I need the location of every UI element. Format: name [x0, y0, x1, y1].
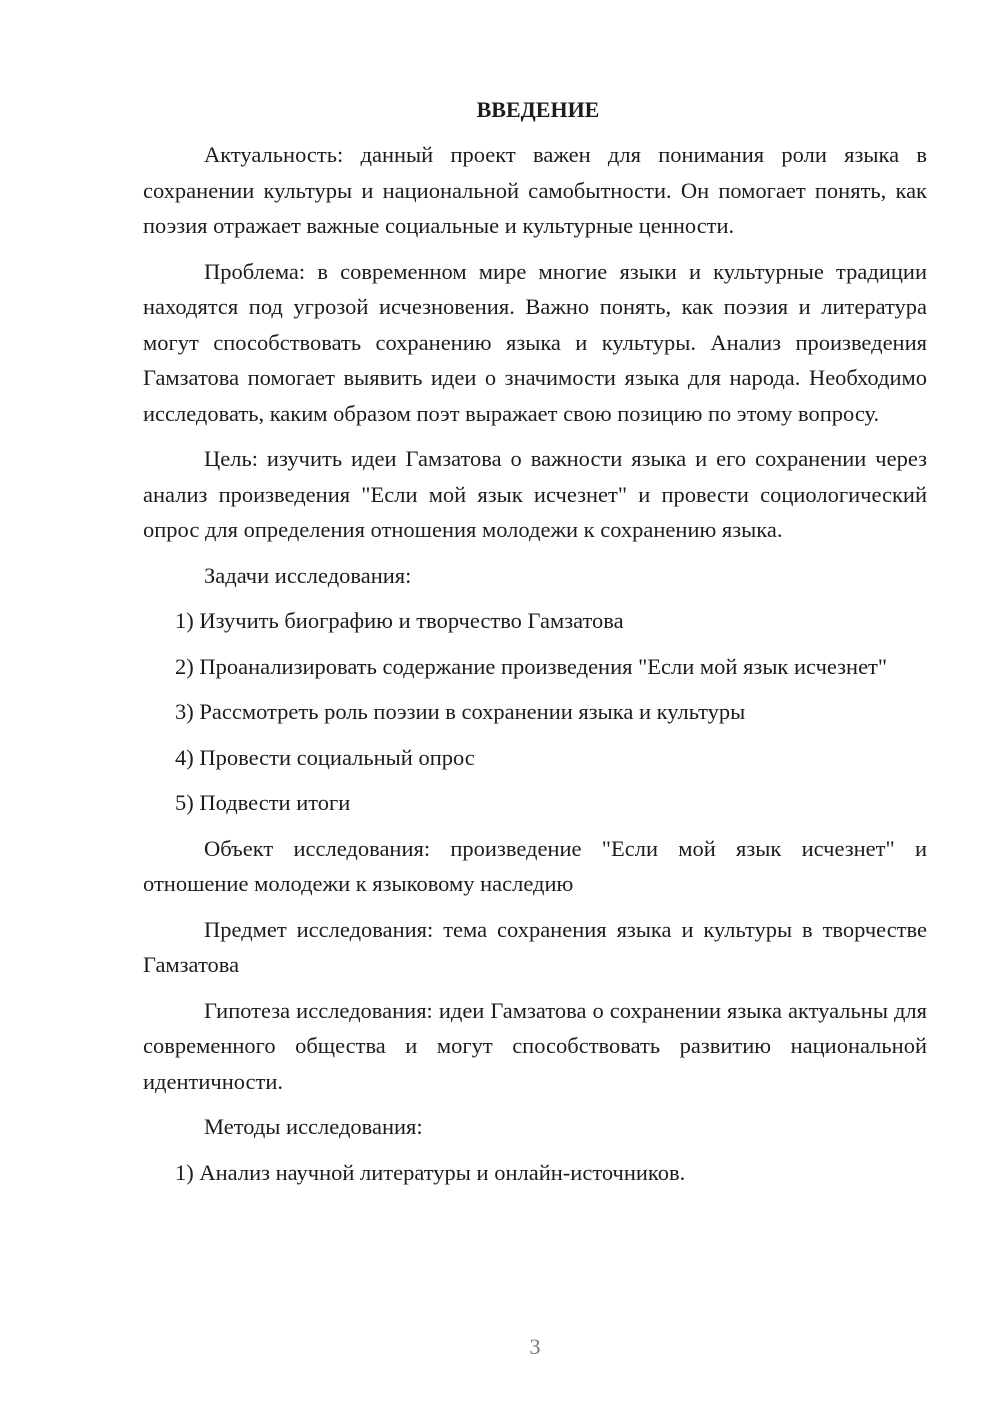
relevance-paragraph: Актуальность: данный проект важен для понимания роли языка в сохранении культуры и национальной самобытности. Он помогает понять, как поэзия отражает важные социальные и культурные ценности. — [143, 142, 927, 238]
methods-heading: Методы исследования: — [204, 1114, 423, 1139]
task-item: 2) Проанализировать содержание произведения "Если мой язык исчезнет" — [175, 653, 888, 679]
task-item: 1) Изучить биографию и творчество Гамзатова — [175, 608, 624, 633]
method-item: 1) Анализ научной литературы и онлайн-источников. — [175, 1159, 686, 1185]
subject-paragraph: Предмет исследования: тема сохранения языка и культуры в творчестве Гамзатова — [143, 916, 927, 977]
problem-paragraph: Проблема: в современном мире многие языки и культурные традиции находятся под угрозой исчезновения. Важно понять, как поэзия и литература могут способствовать сохранению языка и культуры. Анализ произведения Гамзатова помогает выявить идеи о значимости языка для народа. Необходимо исследовать, каким образом поэт выражает свою позицию по этому вопросу. — [143, 258, 927, 426]
tasks-heading: Задачи исследования: — [204, 562, 412, 588]
object-paragraph: Объект исследования: произведение "Если мой язык исчезнет" и отношение молодежи к языковому наследию — [143, 835, 927, 896]
goal-paragraph: Цель: изучить идеи Гамзатова о важности языка и его сохранении через анализ произведения "Если мой язык исчезнет" и провести социологический опрос для определения отношения молодежи к сохранению языка. — [143, 446, 927, 542]
task-item: 4) Провести социальный опрос — [175, 744, 475, 770]
page-number: 3 — [529, 1334, 541, 1359]
document-page — [143, 92, 927, 1200]
task-item: 3) Рассмотреть роль поэзии в сохранении языка и культуры — [175, 699, 746, 724]
page-title: ВВЕДЕНИЕ — [476, 97, 600, 122]
hypothesis-paragraph: Гипотеза исследования: идеи Гамзатова о сохранении языка актуальны для современного общества и могут способствовать развитию национальной идентичности. — [143, 997, 927, 1094]
task-item: 5) Подвести итоги — [175, 790, 351, 815]
